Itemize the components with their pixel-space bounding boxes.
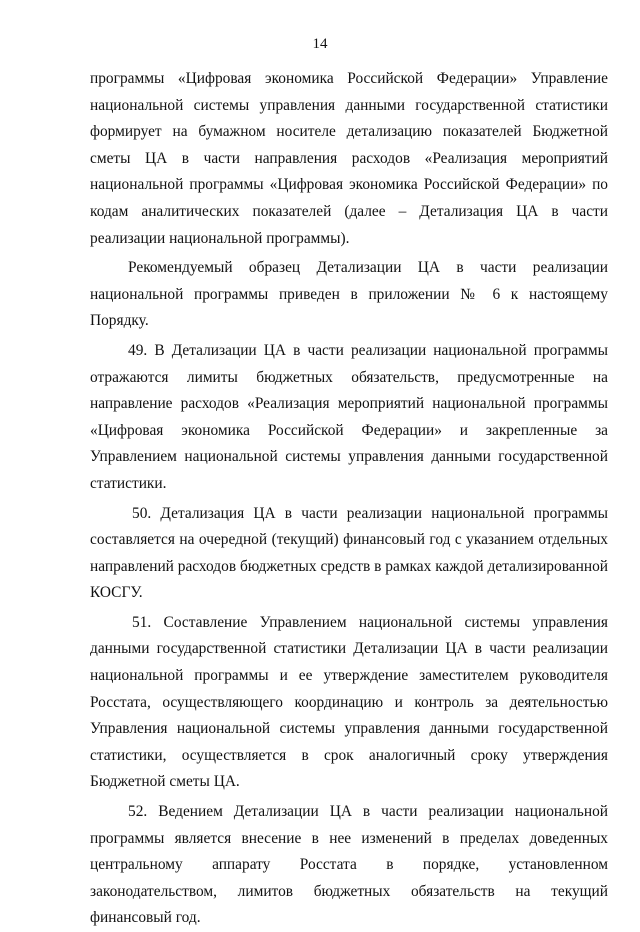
document-body: [90, 66, 608, 932]
paragraph-recommended-sample: Рекомендуемый образец Детализации ЦА в части реализации национальной программы приведен в приложении № 6 к настоящему Порядку.: [90, 259, 608, 330]
paragraph-item-50: 50. Детализация ЦА в части реализации национальной программы составляется на очередной (текущий) финансовый год с указанием отдельных направлений расходов бюджетных средств в рамках каждой детализированной КОСГУ.: [90, 504, 608, 602]
paragraph-item-49: 49. В Детализации ЦА в части реализации национальной программы отражаются лимиты бюджетных обязательств, предусмотренные на направление расходов «Реализация мероприятий национальной программы «Цифровая экономика Российской Федерации» и закрепленные за Управлением национальной системы управления данными государственной статистики.: [90, 341, 608, 492]
paragraph-continuation: программы «Цифровая экономика Российской Федерации» Управление национальной системы управления данными государственной статистики формирует на бумажном носителе детализацию показателей Бюджетной сметы ЦА в части направления расходов «Реализация мероприятий национальной программы «Цифровая экономика Российской Федерации» по кодам аналитических показателей (далее – Детализация ЦА в части реализации национальной программы).: [90, 70, 608, 247]
paragraph-item-52: 52. Ведением Детализации ЦА в части реализации национальной программы является внесение в нее изменений в пределах доведенных центральному аппарату Росстата в порядке, установленном законодательством, лимитов бюджетных обязательств на текущий финансовый год.: [90, 803, 608, 927]
paragraph-item-51: 51. Составление Управлением национальной системы управления данными государственной статистики Детализации ЦА в части реализации национальной программы и ее утверждение заместителем руководителя Росстата, осуществляющего координацию и контроль за деятельностью Управления национальной системы управления данными государственной статистики, осуществляется в срок аналогичный сроку утверждения Бюджетной сметы ЦА.: [90, 613, 608, 791]
page-number: 14: [312, 36, 328, 52]
